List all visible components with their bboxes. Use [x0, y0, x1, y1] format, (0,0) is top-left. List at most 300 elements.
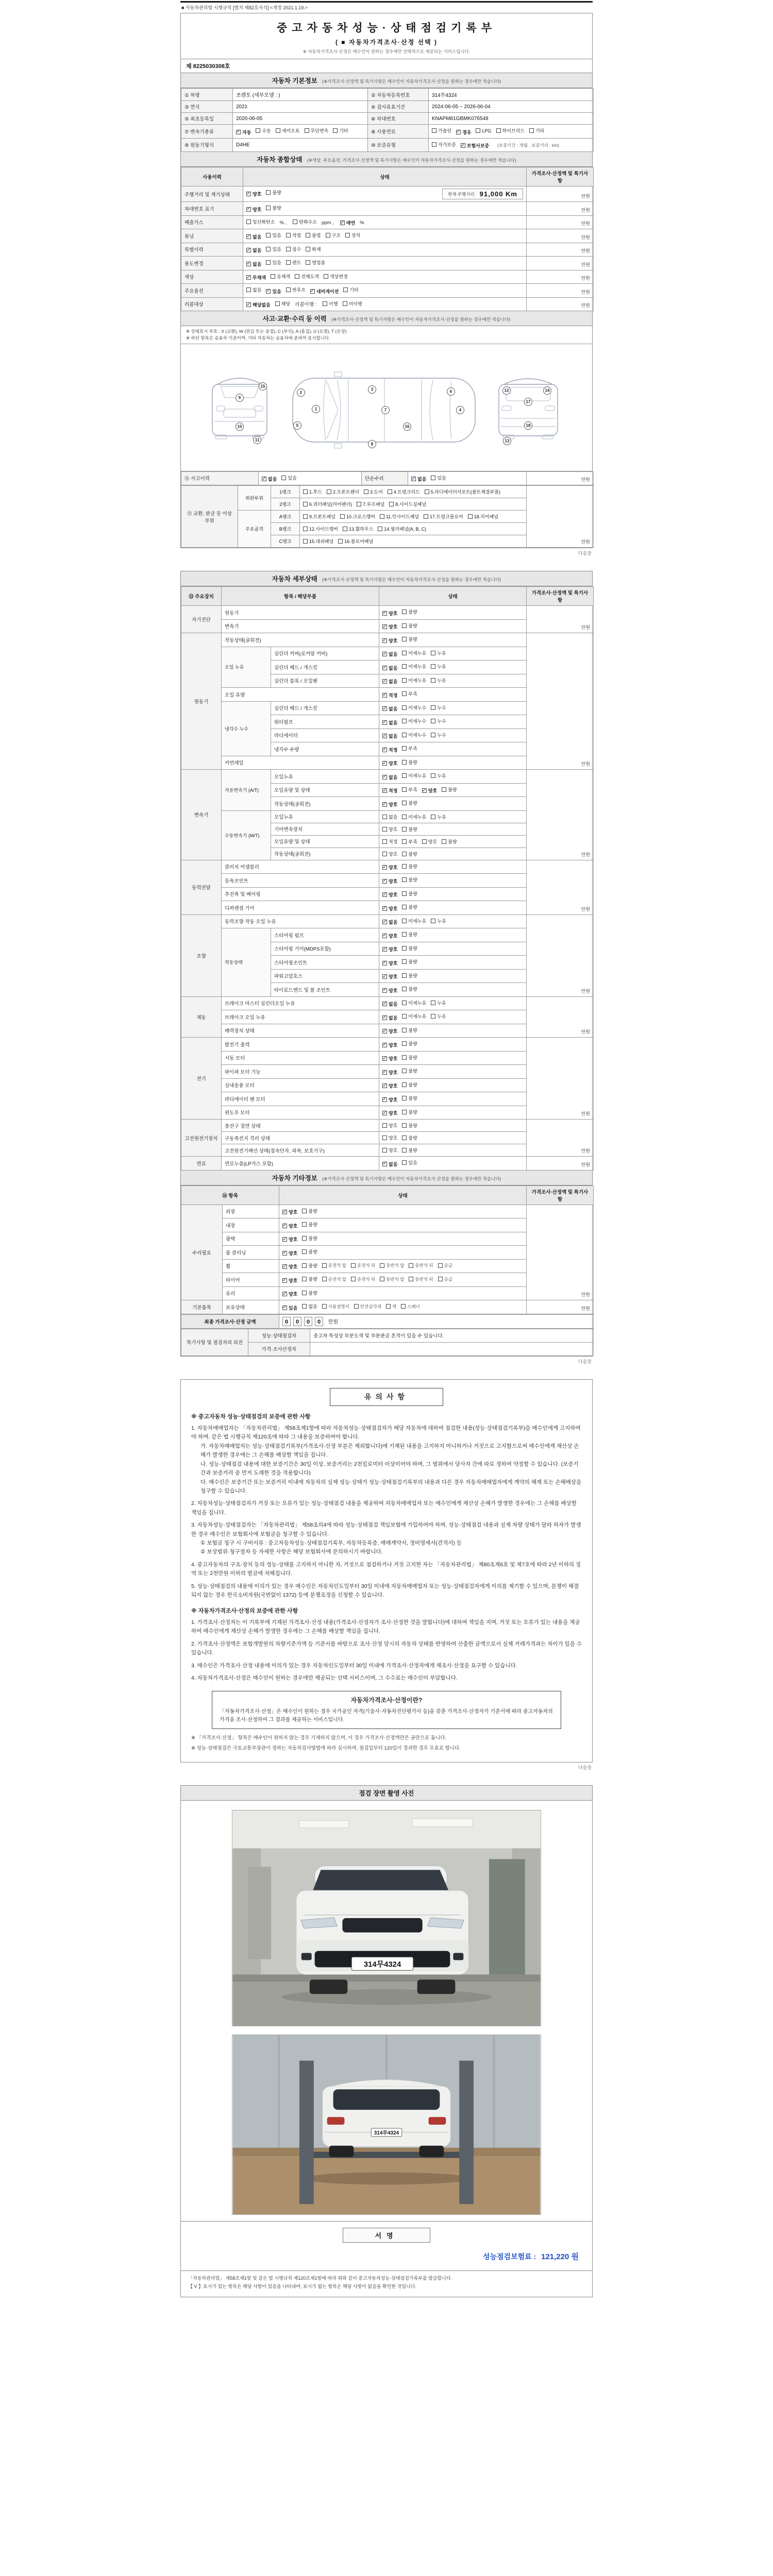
- checkbox-option[interactable]: [422, 838, 437, 845]
- checkbox-label: 응급: [444, 1263, 453, 1268]
- checkbox-option[interactable]: [382, 623, 397, 630]
- checkbox-option[interactable]: [382, 665, 397, 671]
- checkbox-option[interactable]: [382, 826, 397, 833]
- checkbox-option[interactable]: [382, 838, 397, 845]
- checkbox-option[interactable]: [286, 246, 301, 252]
- checkbox-option[interactable]: [402, 999, 426, 1006]
- checkbox-option[interactable]: [302, 1262, 317, 1269]
- checkbox-option[interactable]: [382, 1014, 397, 1021]
- checkbox-label: 운전석 뒤: [357, 1276, 376, 1282]
- section-title: 자동차 기타정보: [272, 1174, 317, 1182]
- checkbox-option[interactable]: [266, 205, 281, 211]
- checkbox-option[interactable]: [382, 851, 397, 857]
- checkbox-option[interactable]: [438, 1276, 452, 1282]
- item-name: 윈도우 모터: [222, 1106, 379, 1120]
- checkbox-option[interactable]: [246, 261, 261, 267]
- checkbox-option[interactable]: [496, 127, 525, 134]
- checkbox-option[interactable]: [246, 274, 266, 281]
- checkbox-option[interactable]: [402, 745, 417, 752]
- notices-footnote-2: ※ 성능·상태점검은 국토교통부장관이 정하는 자동차검사방법에 따라 실시하며, 점검일부터 120일이 경과한 경우 무효로 합니다.: [191, 1745, 461, 1752]
- item-name: 오일누유: [271, 810, 379, 823]
- checkbox-option[interactable]: [286, 286, 306, 293]
- checkbox-icon: [402, 623, 407, 628]
- checkbox-option[interactable]: [402, 650, 426, 656]
- item-name: 동력조향 작동 오일 누유: [222, 914, 379, 928]
- option-group: [382, 974, 422, 979]
- checkbox-label: 양호: [289, 1278, 298, 1283]
- checkbox-option[interactable]: [402, 1095, 417, 1101]
- checkbox-option[interactable]: [282, 1209, 297, 1215]
- option-group: [382, 933, 422, 938]
- checkbox-option[interactable]: [402, 1040, 417, 1047]
- etc-item-header: ⑭ 항목: [181, 1185, 279, 1205]
- checkbox-icon: ✓: [340, 219, 345, 226]
- checkbox-option[interactable]: [402, 986, 417, 992]
- checkbox-label: 매연: [346, 221, 356, 226]
- checkbox-option[interactable]: [382, 987, 397, 994]
- checkbox-option[interactable]: [402, 718, 426, 724]
- checkbox-option[interactable]: [402, 876, 417, 883]
- checkbox-option[interactable]: [340, 513, 375, 520]
- price-appraisal-definition-box: [212, 1691, 561, 1729]
- checkbox-option[interactable]: [382, 1055, 397, 1062]
- checkbox-option[interactable]: [266, 259, 281, 266]
- checkbox-option[interactable]: [380, 513, 419, 520]
- checkbox-option[interactable]: [402, 1109, 417, 1115]
- checkbox-option[interactable]: [432, 127, 451, 134]
- signature-title: 서명: [343, 2228, 430, 2243]
- checkbox-option[interactable]: [357, 501, 384, 507]
- option-group: [432, 143, 494, 148]
- checkbox-option[interactable]: [425, 488, 500, 495]
- state-note: ppm ,: [322, 219, 334, 226]
- checkbox-icon: [468, 514, 473, 519]
- checkbox-option[interactable]: [382, 719, 397, 726]
- form-reference-note: ■ 자동차관리법 시행규칙 [별지 제82호서식] <개정 2021.1.19.>: [181, 5, 308, 10]
- zone-name: 외판부위: [238, 486, 271, 511]
- notice-item: [191, 1640, 582, 1658]
- item-state: [379, 797, 527, 811]
- checkbox-icon: [382, 852, 387, 856]
- checkbox-option[interactable]: [402, 838, 417, 845]
- checkbox-option[interactable]: [382, 891, 397, 898]
- checkbox-option[interactable]: [276, 127, 300, 134]
- checkbox-option[interactable]: [327, 488, 359, 495]
- checkbox-icon: [351, 1263, 356, 1268]
- checkbox-option[interactable]: [402, 1013, 426, 1020]
- checkbox-option[interactable]: [256, 127, 271, 134]
- checkbox-option[interactable]: [281, 474, 296, 481]
- checkbox-option[interactable]: [364, 488, 383, 495]
- checkbox-option[interactable]: [322, 1276, 346, 1282]
- checkbox-icon: [276, 128, 280, 133]
- checkbox-option[interactable]: [409, 1276, 433, 1282]
- checkbox-option[interactable]: [340, 219, 355, 226]
- checkbox-option[interactable]: [402, 622, 417, 629]
- checkbox-option[interactable]: [246, 206, 261, 213]
- checkbox-option[interactable]: [343, 300, 362, 307]
- checkbox-option[interactable]: [382, 774, 397, 781]
- checkbox-option[interactable]: [402, 851, 417, 857]
- panel-number-text: 16: [405, 424, 410, 429]
- checkbox-option[interactable]: [382, 973, 397, 980]
- checkbox-option[interactable]: [382, 678, 397, 685]
- checkbox-option[interactable]: [302, 1248, 317, 1255]
- checkbox-option[interactable]: [382, 1110, 397, 1116]
- etc-state-header: 상태: [279, 1185, 527, 1205]
- checkbox-option[interactable]: [431, 1013, 446, 1020]
- checkbox-label: 불량: [308, 1208, 317, 1214]
- checkbox-option[interactable]: [271, 273, 290, 280]
- mileage-box: [442, 189, 523, 199]
- checkbox-option[interactable]: [431, 474, 446, 481]
- checkbox-option[interactable]: [266, 246, 281, 252]
- checkbox-option[interactable]: [382, 733, 397, 739]
- checkbox-option[interactable]: [382, 1069, 397, 1076]
- checkbox-option[interactable]: [382, 1147, 397, 1154]
- checkbox-option[interactable]: [402, 1027, 417, 1033]
- checkbox-option[interactable]: [438, 1262, 452, 1268]
- item-name: 고전원전기배선 상태(접속단자, 피복, 보호기구): [222, 1144, 379, 1157]
- checkbox-option[interactable]: [302, 1221, 317, 1228]
- checkbox-option[interactable]: [431, 732, 446, 738]
- checkbox-option[interactable]: [303, 538, 333, 545]
- detail-header-row: [181, 587, 594, 606]
- checkbox-option[interactable]: [402, 958, 417, 965]
- checkbox-option[interactable]: [382, 651, 397, 657]
- item-state: [379, 835, 527, 848]
- checkbox-option[interactable]: [402, 800, 417, 806]
- checkbox-option[interactable]: [461, 142, 489, 149]
- panel-number-badges: [236, 382, 551, 448]
- checkbox-option[interactable]: [456, 129, 471, 135]
- checkbox-label: 있음: [272, 289, 281, 294]
- checkbox-option[interactable]: [402, 972, 417, 979]
- device-name: 변속기: [181, 770, 222, 860]
- car-name-label: ① 차명: [181, 89, 233, 101]
- checkbox-option[interactable]: [382, 905, 397, 912]
- checkbox-option[interactable]: [382, 946, 397, 953]
- checkbox-icon: [322, 1277, 327, 1281]
- item-state: [379, 1120, 527, 1132]
- checkbox-option[interactable]: [246, 218, 275, 225]
- checkbox-option[interactable]: [382, 919, 397, 925]
- item-name: 구동축전지 격리 상태: [222, 1132, 379, 1144]
- checkbox-option[interactable]: [529, 127, 544, 134]
- checkbox-option[interactable]: [382, 760, 397, 767]
- checkbox-option[interactable]: [303, 513, 335, 520]
- usage-item-label: 배출가스: [181, 215, 243, 229]
- legal-footer: [181, 2270, 592, 2297]
- checkbox-option[interactable]: [431, 918, 446, 924]
- checkbox-option[interactable]: [431, 650, 446, 656]
- checkbox-label: 스패너: [407, 1303, 420, 1309]
- checkbox-option[interactable]: [236, 129, 251, 135]
- checkbox-icon: ✓: [382, 637, 387, 643]
- checkbox-option[interactable]: [266, 232, 281, 239]
- checkbox-option[interactable]: [286, 259, 301, 266]
- checkbox-option[interactable]: [389, 501, 426, 507]
- checkbox-label: 영업용: [312, 260, 326, 265]
- checkbox-icon: [402, 864, 407, 869]
- checkbox-option[interactable]: [402, 636, 417, 642]
- vin-value: KNAPM81GBMK076548: [429, 113, 594, 125]
- checkbox-option[interactable]: [402, 608, 417, 615]
- checkbox-option[interactable]: [246, 191, 261, 197]
- checkbox-label: 미세누유: [408, 773, 427, 778]
- checkbox-option[interactable]: [262, 476, 277, 482]
- checkbox-option[interactable]: [402, 890, 417, 897]
- checkbox-option[interactable]: [282, 1291, 297, 1297]
- checkbox-icon: [402, 973, 407, 978]
- option-group: [432, 129, 549, 134]
- checkbox-option[interactable]: [322, 1303, 349, 1310]
- checkbox-label: 양호: [428, 839, 438, 844]
- checkbox-option[interactable]: [431, 999, 446, 1006]
- option-group: [382, 987, 422, 993]
- checkbox-option[interactable]: [302, 1303, 317, 1310]
- item-name: 작동상태(공회전): [271, 848, 379, 860]
- checkbox-option[interactable]: [402, 904, 417, 910]
- checkbox-option[interactable]: [275, 300, 290, 307]
- basic-row-3: [181, 113, 594, 125]
- checkbox-option[interactable]: [402, 772, 426, 779]
- checkbox-option[interactable]: [380, 1262, 404, 1268]
- option-group: [382, 865, 422, 870]
- checkbox-label: 양호: [389, 1029, 398, 1034]
- checkbox-option[interactable]: [382, 801, 397, 808]
- checkbox-option[interactable]: [282, 1304, 297, 1311]
- checkbox-option[interactable]: [442, 838, 457, 845]
- checkbox-label: 침수: [292, 246, 301, 252]
- checkbox-option[interactable]: [402, 1054, 417, 1061]
- checkbox-option[interactable]: [382, 692, 397, 699]
- checkbox-option[interactable]: [402, 945, 417, 952]
- checkbox-option[interactable]: [386, 1303, 396, 1310]
- checkbox-option[interactable]: [246, 247, 261, 253]
- checkbox-option[interactable]: [382, 1082, 397, 1089]
- checkbox-option[interactable]: [382, 1161, 397, 1167]
- checkbox-option[interactable]: [409, 1262, 433, 1268]
- vin-label: ⑥ 차대번호: [368, 113, 429, 125]
- checkbox-option[interactable]: [282, 1236, 297, 1243]
- checkbox-option[interactable]: [402, 677, 426, 684]
- checkbox-option[interactable]: [402, 1081, 417, 1088]
- checkbox-option[interactable]: [402, 786, 417, 793]
- checkbox-option[interactable]: [303, 501, 352, 507]
- checkbox-option[interactable]: [382, 960, 397, 967]
- checkbox-option[interactable]: [246, 233, 261, 240]
- checkbox-option[interactable]: [432, 141, 456, 148]
- checkbox-option[interactable]: [345, 232, 360, 239]
- checkbox-option[interactable]: [382, 864, 397, 871]
- mileage-label: 현재 주행거리: [448, 191, 475, 197]
- checkbox-option[interactable]: [382, 610, 397, 617]
- device-name: 조향: [181, 914, 222, 996]
- checkbox-option[interactable]: [266, 288, 281, 295]
- checkbox-option[interactable]: [351, 1262, 375, 1268]
- checkbox-option[interactable]: [431, 704, 446, 711]
- checkbox-option[interactable]: [411, 476, 426, 482]
- checkbox-option[interactable]: [431, 677, 446, 684]
- option-group: [382, 852, 422, 858]
- notice-text: 4. 중고자동차의 구조·장치 등의 성능·상태를 고지하지 아니한 자, 거짓으로 점검하거나 거짓 고지한 자는 「자동차관리법」 제80조제6호 및 제7호에 따라 2년 이하의 징역 또는 2천만원 이하의 벌금에 처해집니다.: [191, 1561, 581, 1577]
- checkbox-option[interactable]: [382, 814, 397, 820]
- usage-item-label: 색상: [181, 270, 243, 284]
- checkbox-option[interactable]: [402, 759, 417, 766]
- checkbox-label: 양호: [389, 1123, 398, 1128]
- checkbox-option[interactable]: [303, 526, 338, 532]
- checkbox-option[interactable]: [402, 826, 417, 833]
- checkbox-option[interactable]: [266, 189, 281, 196]
- engine-type-label: ⑨ 원동기형식: [181, 138, 233, 152]
- checkbox-label: 불량: [308, 1277, 317, 1282]
- checkbox-label: 보험사보증: [466, 143, 490, 148]
- checkbox-option[interactable]: [324, 273, 348, 280]
- notices-title: 유의사항: [330, 1388, 443, 1406]
- item-state: [379, 1051, 527, 1065]
- option-group: [382, 706, 451, 711]
- checkbox-option[interactable]: [302, 1208, 317, 1214]
- form-subtitle-note: ※ 자동차가격조사·산정은 매수인이 원하는 경우에만 선택적으로 제공되는 서비스입니다.: [303, 49, 470, 54]
- checkbox-option[interactable]: [431, 772, 446, 779]
- checkbox-label: 동반석 뒤: [415, 1263, 433, 1268]
- checkbox-option[interactable]: [442, 786, 457, 793]
- checkbox-option[interactable]: [282, 1250, 297, 1257]
- item-name: 스티어링조인트: [271, 956, 379, 970]
- checkbox-option[interactable]: [246, 286, 261, 293]
- checkbox-option[interactable]: [302, 1276, 317, 1282]
- checkbox-option[interactable]: [402, 1134, 417, 1141]
- checkbox-icon: ✓: [382, 1055, 387, 1061]
- checkbox-option[interactable]: [302, 1235, 317, 1242]
- checkbox-option[interactable]: [402, 863, 417, 870]
- checkbox-option[interactable]: [382, 1042, 397, 1048]
- checkbox-option[interactable]: [382, 1134, 397, 1141]
- checkbox-option[interactable]: [431, 814, 446, 820]
- checkbox-option[interactable]: [402, 704, 426, 711]
- checkbox-option[interactable]: [402, 918, 426, 924]
- checkbox-option[interactable]: [402, 1122, 417, 1129]
- checkbox-option[interactable]: [303, 488, 322, 495]
- next-page-marker: 다음장: [578, 1359, 592, 1364]
- checkbox-option[interactable]: [402, 690, 417, 697]
- item-state: [379, 674, 527, 688]
- checkbox-option[interactable]: [282, 1277, 297, 1284]
- checkbox-option[interactable]: [401, 1303, 420, 1310]
- notices-block1-title: ※ 중고자동차 성능·상태점검의 보증에 관한 사항: [191, 1413, 311, 1420]
- checkbox-icon: [431, 919, 435, 923]
- checkbox-option[interactable]: [382, 1028, 397, 1035]
- usage-item-label: 리콜대상: [181, 297, 243, 311]
- checkbox-option[interactable]: [468, 513, 498, 520]
- checkbox-option[interactable]: [402, 1159, 417, 1166]
- checkbox-icon: [303, 502, 308, 506]
- checkbox-option[interactable]: [378, 526, 426, 532]
- checkbox-option[interactable]: [338, 538, 373, 545]
- checkbox-label: 양호: [389, 1056, 398, 1061]
- checkbox-option[interactable]: [246, 301, 271, 308]
- checkbox-option[interactable]: [388, 488, 420, 495]
- checkbox-icon: [343, 287, 348, 292]
- checkbox-icon: [266, 260, 271, 265]
- checkbox-option[interactable]: [402, 1147, 417, 1154]
- checkbox-option[interactable]: [382, 747, 397, 753]
- option-group: [322, 1277, 457, 1283]
- checkbox-option[interactable]: [305, 127, 329, 134]
- checkbox-label: 불량: [408, 623, 417, 629]
- checkbox-option[interactable]: [351, 1276, 375, 1282]
- checkbox-option[interactable]: [402, 732, 426, 738]
- checkbox-option[interactable]: [402, 663, 426, 670]
- panel-number-text: 1: [314, 406, 317, 412]
- checkbox-option[interactable]: [322, 1262, 346, 1268]
- checkbox-icon: [382, 1123, 387, 1128]
- checkbox-option[interactable]: [380, 1276, 404, 1282]
- checkbox-option[interactable]: [402, 814, 426, 820]
- signature-section: [181, 2221, 592, 2270]
- checkbox-option[interactable]: [310, 288, 339, 295]
- checkbox-option[interactable]: [306, 259, 325, 266]
- checkbox-option[interactable]: [382, 1122, 397, 1129]
- checkbox-option[interactable]: [282, 1263, 297, 1270]
- checkbox-icon: [286, 233, 291, 238]
- checkbox-option[interactable]: [306, 246, 321, 252]
- checkbox-option[interactable]: [422, 787, 437, 794]
- option-group: [382, 679, 451, 684]
- usage-history-row: [181, 284, 594, 298]
- checkbox-option[interactable]: [382, 878, 397, 885]
- checkbox-option[interactable]: [431, 663, 446, 670]
- checkbox-option[interactable]: [323, 300, 338, 307]
- option-group: [382, 1056, 422, 1061]
- checkbox-label: 불량: [408, 987, 417, 992]
- checkbox-option[interactable]: [286, 232, 301, 239]
- checkbox-option[interactable]: [282, 1223, 297, 1229]
- legal-line-1: 「자동차관리법」 제58조제1항 및 같은 법 시행규칙 제120조제1항에 따라 위와 같이 중고자동차성능·상태점검기록부를 발급합니다.: [188, 2275, 452, 2281]
- checkbox-option[interactable]: [476, 128, 491, 133]
- checkbox-option[interactable]: [293, 218, 317, 225]
- checkbox-option[interactable]: [306, 232, 321, 239]
- checkbox-option[interactable]: [402, 931, 417, 938]
- checkbox-icon: ✓: [382, 878, 387, 884]
- checkbox-label: 없음: [389, 679, 398, 684]
- option-group: [246, 261, 286, 266]
- item-state: [379, 1157, 527, 1171]
- checkbox-option[interactable]: [382, 1001, 397, 1007]
- accident-history-label: ⑪ 사고이력: [181, 471, 259, 485]
- checkbox-option[interactable]: [295, 273, 319, 280]
- checkbox-option[interactable]: [382, 637, 397, 644]
- checkbox-option[interactable]: [402, 1067, 417, 1074]
- checkbox-option[interactable]: [302, 1290, 317, 1296]
- checkbox-option[interactable]: [382, 1096, 397, 1103]
- checkbox-option[interactable]: [333, 127, 348, 134]
- checkbox-option[interactable]: [382, 933, 397, 939]
- checkbox-option[interactable]: [326, 232, 341, 239]
- checkbox-option[interactable]: [343, 526, 373, 532]
- checkbox-option[interactable]: [431, 718, 446, 724]
- usage-item-state: [243, 187, 527, 202]
- checkbox-option[interactable]: [382, 705, 397, 712]
- checkbox-option[interactable]: [424, 513, 463, 520]
- checkbox-option[interactable]: [343, 286, 358, 293]
- license-plate-text: 314무4324: [374, 2130, 399, 2136]
- checkbox-option[interactable]: [382, 787, 397, 794]
- option-group: [382, 788, 462, 793]
- etc-row: [181, 1205, 594, 1218]
- checkbox-option[interactable]: [354, 1303, 381, 1310]
